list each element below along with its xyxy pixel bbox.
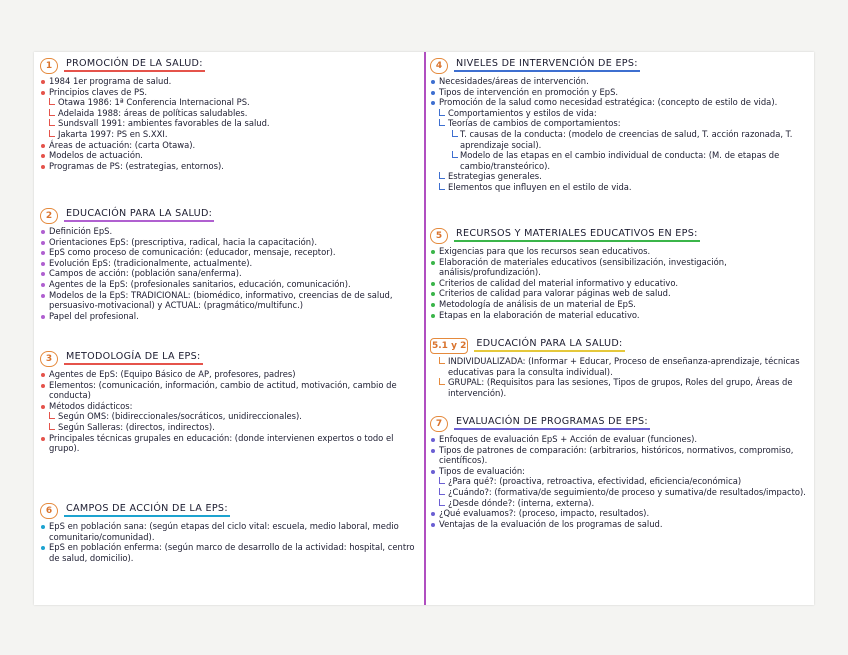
section-number: 3 [40,351,58,367]
list-item: Metodología de análisis de un material de EpS. [430,299,808,310]
item-list [40,521,418,563]
list-item: Elementos que influyen en el estilo de vida. [430,182,808,193]
item-list [430,76,808,193]
list-item: Modelos de la EpS: TRADICIONAL: (biomédico, informativo, creencias de de salud, persuasivo-motivacional) y ACTUAL: (pragmático/multifunc.) [40,290,418,311]
section-title: EVALUACIÓN DE PROGRAMAS DE EPS: [454,417,650,431]
section-campos-accion [40,502,418,563]
list-item: Jakarta 1997: PS en S.XXI. [40,129,418,140]
list-item: Estrategias generales. [430,171,808,182]
section-title: RECURSOS Y MATERIALES EDUCATIVOS EN EPS: [454,229,700,243]
section-number: 1 [40,58,58,74]
list-item: Elaboración de materiales educativos (sensibilización, investigación, análisis/profundización). [430,257,808,278]
list-item: Promoción de la salud como necesidad estratégica: (concepto de estilo de vida). [430,97,808,108]
list-item: ¿Desde dónde?: (interna, externa). [430,498,808,509]
list-item: Agentes de EpS: (Equipo Básico de AP, profesores, padres) [40,369,418,380]
item-list [40,226,418,321]
list-item: ¿Cuándo?: (formativa/de seguimiento/de proceso y sumativa/de resultados/impacto). [430,487,808,498]
list-item: Criterios de calidad para valorar páginas web de salud. [430,288,808,299]
item-list [430,246,808,320]
list-item: Programas de PS: (estrategias, entornos). [40,161,418,172]
list-item: Adelaida 1988: áreas de políticas saludables. [40,108,418,119]
list-item: Tipos de evaluación: [430,466,808,477]
section-title: METODOLOGÍA DE LA EPS: [64,352,203,366]
section-promocion-salud [40,57,418,171]
list-item: Sundsvall 1991: ambientes favorables de la salud. [40,118,418,129]
section-number: 5.1 y 2 [430,338,468,354]
list-item: Evolución EpS: (tradicionalmente, actualmente). [40,258,418,269]
list-item: GRUPAL: (Requisitos para las sesiones, Tipos de grupos, Roles del grupo, Áreas de intervención). [430,377,808,398]
item-list [40,369,418,454]
list-item: Teorías de cambios de comportamientos: [430,118,808,129]
list-item: Orientaciones EpS: (prescriptiva, radical, hacia la capacitación). [40,237,418,248]
list-item: Tipos de intervención en promoción y EpS. [430,87,808,98]
list-item: Elementos: (comunicación, información, cambio de actitud, motivación, cambio de conducta) [40,380,418,401]
item-list [40,76,418,171]
list-item: Necesidades/áreas de intervención. [430,76,808,87]
list-item: EpS en población enferma: (según marco de desarrollo de la actividad: hospital, centro de salud, domicilio). [40,542,418,563]
section-evaluacion-programas [430,415,808,529]
list-item: T. causas de la conducta: (modelo de creencias de salud, T. acción razonada, T. aprendizaje social). [430,129,808,150]
list-item: ¿Para qué?: (proactiva, retroactiva, efectividad, eficiencia/económica) [430,476,808,487]
list-item: Principales técnicas grupales en educación: (donde intervienen expertos o todo el grupo). [40,433,418,454]
item-list [430,434,808,529]
section-number: 7 [430,416,448,432]
list-item: Agentes de la EpS: (profesionales sanitarios, educación, comunicación). [40,279,418,290]
list-item: Métodos didácticos: [40,401,418,412]
list-item: Papel del profesional. [40,311,418,322]
list-item: Exigencias para que los recursos sean educativos. [430,246,808,257]
column-divider [424,52,426,605]
section-number: 2 [40,208,58,224]
section-title: CAMPOS DE ACCIÓN DE LA EPS: [64,504,230,518]
list-item: 1984 1er programa de salud. [40,76,418,87]
list-item: Enfoques de evaluación EpS + Acción de evaluar (funciones). [430,434,808,445]
section-title: PROMOCIÓN DE LA SALUD: [64,59,205,73]
list-item: Áreas de actuación: (carta Otawa). [40,140,418,151]
list-item: Etapas en la elaboración de material educativo. [430,310,808,321]
section-title: EDUCACIÓN PARA LA SALUD: [64,209,214,223]
list-item: Según OMS: (bidireccionales/socráticos, unidireccionales). [40,411,418,422]
list-item: Comportamientos y estilos de vida: [430,108,808,119]
section-metodologia [40,350,418,454]
list-item: Tipos de patrones de comparación: (arbitrarios, históricos, normativos, compromiso, científicos). [430,445,808,466]
list-item: Ventajas de la evaluación de los programas de salud. [430,519,808,530]
section-number: 6 [40,503,58,519]
list-item: INDIVIDUALIZADA: (Informar + Educar, Proceso de enseñanza-aprendizaje, técnicas educativas para la consulta individual). [430,356,808,377]
list-item: Principios claves de PS. [40,87,418,98]
section-educacion-salud-tipos [430,337,808,398]
list-item: Definición EpS. [40,226,418,237]
list-item: EpS como proceso de comunicación: (educador, mensaje, receptor). [40,247,418,258]
list-item: EpS en población sana: (según etapas del ciclo vital: escuela, medio laboral, medio comunitario/comunidad). [40,521,418,542]
section-recursos-materiales [430,227,808,320]
section-title: NIVELES DE INTERVENCIÓN DE EPS: [454,59,640,73]
section-niveles-intervencion [430,57,808,193]
list-item: Modelos de actuación. [40,150,418,161]
section-educacion-salud [40,207,418,321]
list-item: Otawa 1986: 1ª Conferencia Internacional PS. [40,97,418,108]
list-item: Campos de acción: (población sana/enferma). [40,268,418,279]
list-item: Según Salleras: (directos, indirectos). [40,422,418,433]
section-number: 4 [430,58,448,74]
item-list [430,356,808,398]
list-item: Modelo de las etapas en el cambio individual de conducta: (M. de etapas de cambio/transteórico). [430,150,808,171]
list-item: Criterios de calidad del material informativo y educativo. [430,278,808,289]
section-number: 5 [430,228,448,244]
list-item: ¿Qué evaluamos?: (proceso, impacto, resultados). [430,508,808,519]
section-title: EDUCACIÓN PARA LA SALUD: [474,339,624,353]
